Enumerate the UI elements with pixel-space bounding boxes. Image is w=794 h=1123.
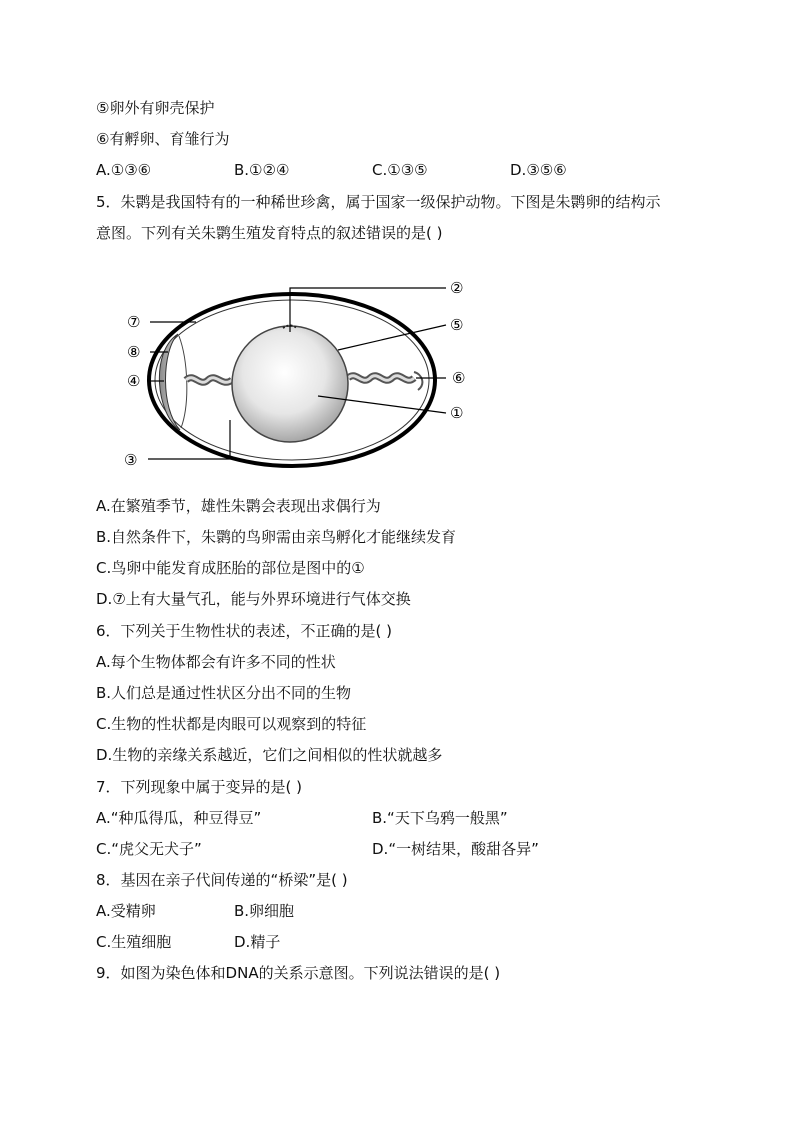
q6-option-c: C.生物的性状都是肉眼可以观察到的特征 <box>96 715 367 733</box>
q7-option-d: D.“一树结果，酸甜各异” <box>372 840 539 858</box>
prev-option-d: D.③⑤⑥ <box>510 161 567 179</box>
label-6: ⑥ <box>452 369 466 387</box>
q7-option-c: C.“虎父无犬子” <box>96 840 202 858</box>
q5-stem-line1: 5．朱鹮是我国特有的一种稀世珍禽，属于国家一级保护动物。下图是朱鹮卵的结构示 <box>96 193 661 211</box>
q5-stem-line2: 意图。下列有关朱鹮生殖发育特点的叙述错误的是( ) <box>96 224 443 242</box>
egg-yolk <box>232 326 348 442</box>
q7-option-a: A.“种瓜得瓜，种豆得豆” <box>96 809 262 827</box>
prev-option-b: B.①②④ <box>234 161 290 179</box>
q7-option-b: B.“天下乌鸦一般黑” <box>372 809 508 827</box>
q8-option-b: B.卵细胞 <box>234 902 295 920</box>
q5-option-c: C.鸟卵中能发育成胚胎的部位是图中的① <box>96 559 365 577</box>
prev-item-5: ⑤卵外有卵壳保护 <box>96 99 215 117</box>
q6-option-a: A.每个生物体都会有许多不同的性状 <box>96 653 336 671</box>
prev-option-a: A.①③⑥ <box>96 161 152 179</box>
label-8: ⑧ <box>127 343 141 361</box>
q7-stem: 7．下列现象中属于变异的是( ) <box>96 778 303 796</box>
label-5: ⑤ <box>450 316 464 334</box>
q5-option-d: D.⑦上有大量气孔，能与外界环境进行气体交换 <box>96 590 411 608</box>
label-7: ⑦ <box>127 313 141 331</box>
label-4: ④ <box>127 372 141 390</box>
q5-option-a: A.在繁殖季节，雄性朱鹮会表现出求偶行为 <box>96 497 381 515</box>
prev-option-c: C.①③⑤ <box>372 161 428 179</box>
q8-option-d: D.精子 <box>234 933 281 951</box>
q6-option-b: B.人们总是通过性状区分出不同的生物 <box>96 684 352 702</box>
q8-option-c: C.生殖细胞 <box>96 933 172 951</box>
label-2: ② <box>450 279 464 297</box>
q8-stem: 8．基因在亲子代间传递的“桥梁”是( ) <box>96 871 348 889</box>
q9-stem: 9．如图为染色体和DNA的关系示意图。下列说法错误的是( ) <box>96 964 501 982</box>
prev-item-6: ⑥有孵卵、育雏行为 <box>96 130 230 148</box>
q6-option-d: D.生物的亲缘关系越近，它们之间相似的性状就越多 <box>96 746 443 764</box>
label-1: ① <box>450 404 464 422</box>
q8-option-a: A.受精卵 <box>96 902 156 920</box>
q6-stem: 6．下列关于生物性状的表述，不正确的是( ) <box>96 622 393 640</box>
q5-option-b: B.自然条件下，朱鹮的鸟卵需由亲鸟孵化才能继续发育 <box>96 528 457 546</box>
label-3: ③ <box>124 451 138 469</box>
